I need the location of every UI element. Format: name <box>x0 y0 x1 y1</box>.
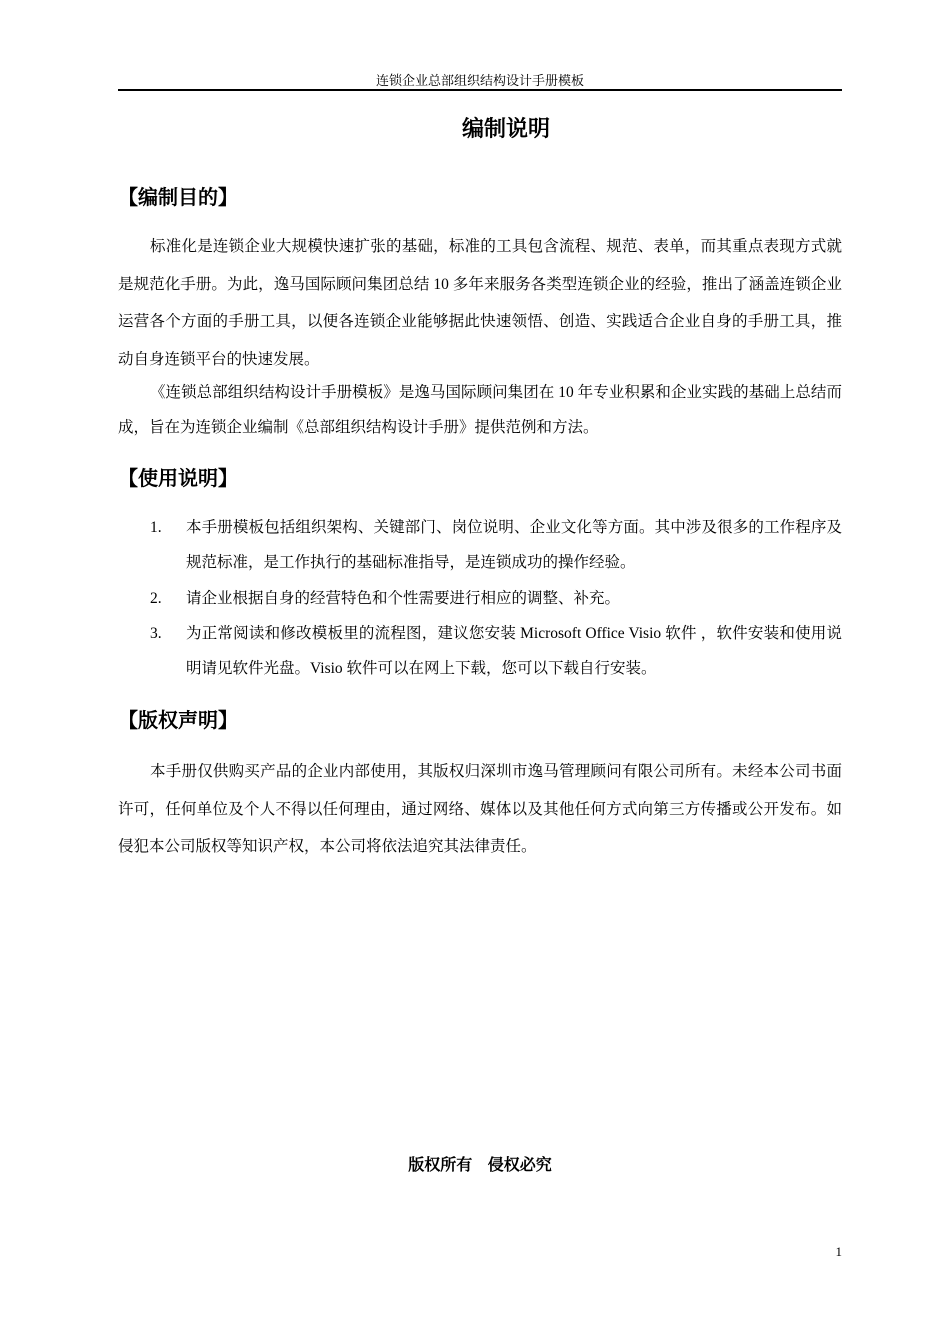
purpose-paragraph-1: 标准化是连锁企业大规模快速扩张的基础，标准的工具包含流程、规范、表单，而其重点表现方式就是规范化手册。为此，逸马国际顾问集团总结 10 多年来服务各类型连锁企业的经验，推出了涵盖连锁企业运营各个方面的手册工具，以便各连锁企业能够据此快速领悟、创造、实践适合企业自身的手册工具，推动自身连锁平台的快速发展。 <box>118 238 842 369</box>
list-number: 3. <box>150 625 162 642</box>
list-text: 请企业根据自身的经营特色和个性需要进行相应的调整、补充。 <box>186 590 621 607</box>
header-divider <box>118 89 842 91</box>
usage-list-item <box>150 616 842 686</box>
page-title: 编制说明 <box>461 117 550 142</box>
section-heading-purpose: 【编制目的】 <box>118 185 238 209</box>
purpose-paragraph-2: 《连锁总部组织结构设计手册模板》是逸马国际顾问集团在 10 年专业积累和企业实践的基础上总结而成，旨在为连锁企业编制《总部组织结构设计手册》提供范例和方法。 <box>118 384 842 437</box>
section-heading-usage: 【使用说明】 <box>118 466 238 490</box>
list-text: 为正常阅读和修改模板里的流程图，建议您安装 Microsoft Office Visio 软件 ，软件安装和使用说明请见软件光盘。Visio 软件可以在网上下载，您可以下载自行安装。 <box>186 625 842 677</box>
page-number: 1 <box>835 1244 842 1259</box>
section-heading-copyright: 【版权声明】 <box>118 708 238 732</box>
copyright-notice: 版权所有 侵权必究 <box>408 1155 552 1174</box>
copyright-paragraph: 本手册仅供购买产品的企业内部使用，其版权归深圳市逸马管理顾问有限公司所有。未经本公司书面许可，任何单位及个人不得以任何理由，通过网络、媒体以及其他任何方式向第三方传播或公开发布。如侵犯本公司版权等知识产权，本公司将依法追究其法律责任。 <box>118 763 842 856</box>
usage-list-item <box>150 581 842 616</box>
usage-list-item <box>150 510 842 580</box>
list-number: 1. <box>150 519 162 536</box>
running-header: 连锁企业总部组织结构设计手册模板 <box>375 73 584 88</box>
list-text: 本手册模板包括组织架构、关键部门、岗位说明、企业文化等方面。其中涉及很多的工作程序及规范标准，是工作执行的基础标准指导，是连锁成功的操作经验。 <box>186 519 842 571</box>
list-number: 2. <box>150 590 162 607</box>
